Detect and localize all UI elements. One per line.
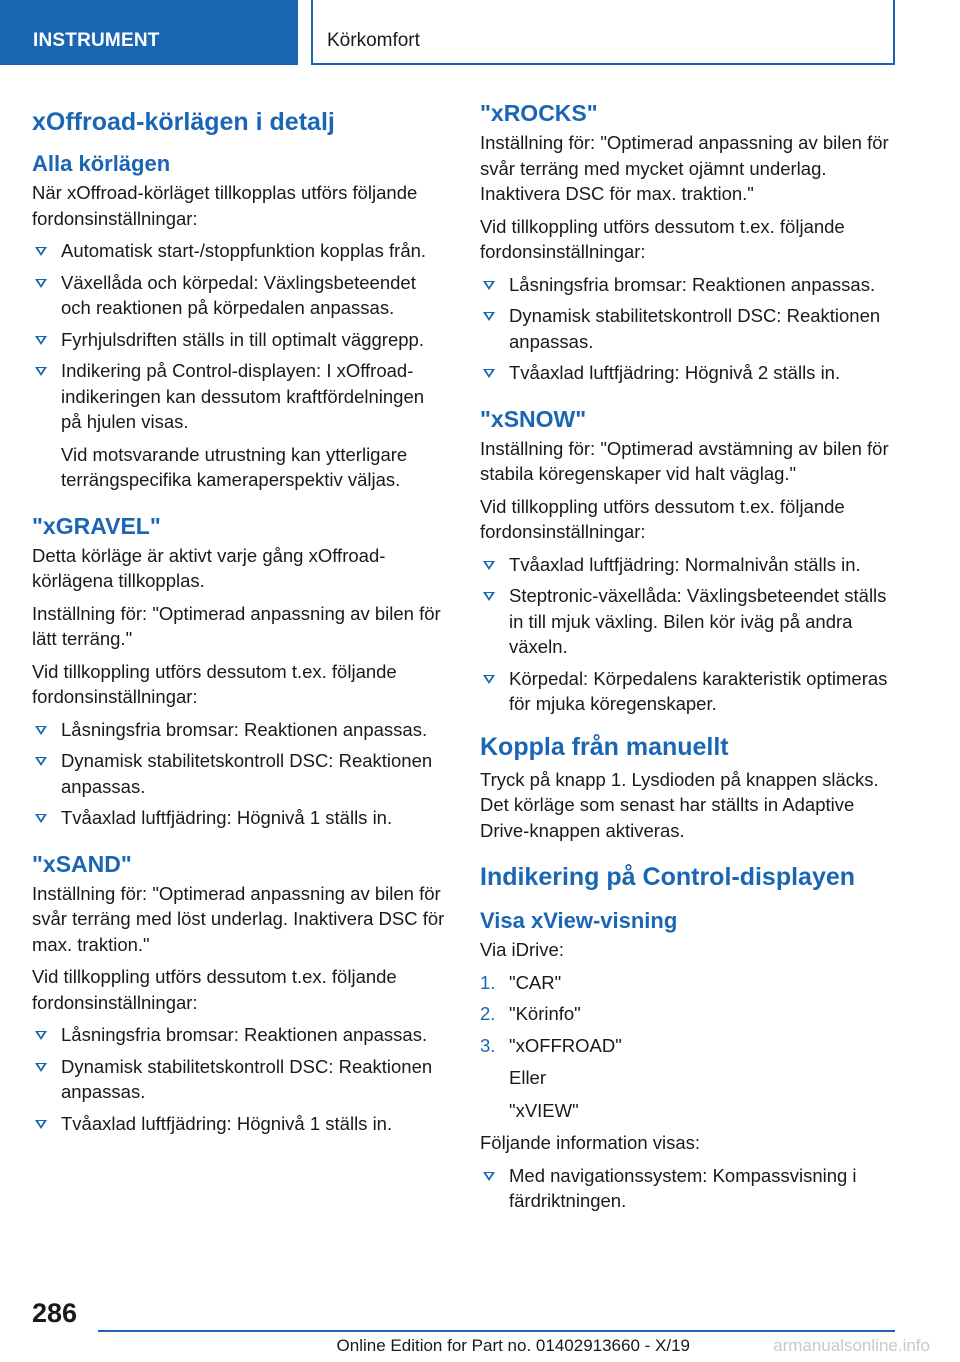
list-item: Tvåaxlad luftfjädring: Högnivå 2 ställs in. xyxy=(480,360,900,386)
triangle-bullet-icon xyxy=(35,279,47,288)
left-column xyxy=(32,98,447,1143)
list-item: Steptronic-växellåda: Växlingsbeteendet ställs in till mjuk växling. Bilen kör iväg på andra växeln. xyxy=(480,583,900,660)
paragraph: Tryck på knapp 1. Lysdioden på knappen släcks. Det körläge som senast har ställts in Adaptive Drive-knappen aktiveras. xyxy=(480,768,879,841)
list-item: Låsningsfria bromsar: Reaktionen anpassas. xyxy=(480,272,900,298)
list-item: Tvåaxlad luftfjädring: Högnivå 1 ställs in. xyxy=(32,805,447,831)
paragraph: Inställning för: "Optimerad anpassning av bilen för svår terräng med mycket ojämnt underlag. Inaktivera DSC för max. traktion." xyxy=(480,132,889,204)
list-item: Körpedal: Körpedalens karakteristik optimeras för mjuka köregenskaper. xyxy=(480,666,900,717)
heading-visa-xview: Visa xView-visning xyxy=(480,908,678,933)
bullet-list xyxy=(32,1022,447,1136)
bullet-list xyxy=(480,552,900,717)
triangle-bullet-icon xyxy=(483,312,495,321)
list-item: Dynamisk stabilitetskontroll DSC: Reaktionen anpassas. xyxy=(480,303,900,354)
triangle-bullet-icon xyxy=(483,1172,495,1181)
triangle-bullet-icon xyxy=(35,1120,47,1129)
paragraph: Inställning för: "Optimerad anpassning av bilen för svår terräng med löst underlag. Inaktivera DSC för max. traktion." xyxy=(32,882,445,955)
bullet-list xyxy=(480,1163,900,1214)
list-item: Fyrhjulsdriften ställs in till optimalt väggrepp. xyxy=(32,327,447,353)
section-tab: INSTRUMENT xyxy=(0,0,298,65)
paragraph: Detta körläge är aktivt varje gång xOffroad-körlägena tillkopplas. xyxy=(32,544,386,591)
list-item: Dynamisk stabilitetskontroll DSC: Reaktionen anpassas. xyxy=(32,1054,447,1105)
list-note: Eller xyxy=(509,1067,547,1088)
triangle-bullet-icon xyxy=(35,1063,47,1072)
paragraph: När xOffroad-körläget tillkopplas utförs följande fordonsinställningar: xyxy=(32,182,418,229)
triangle-bullet-icon xyxy=(35,814,47,823)
triangle-bullet-icon xyxy=(483,675,495,684)
list-item: Låsningsfria bromsar: Reaktionen anpassas. xyxy=(32,717,447,743)
bullet-list xyxy=(480,272,900,386)
list-item: Tvåaxlad luftfjädring: Normalnivån ställs in. xyxy=(480,552,900,578)
footer-divider xyxy=(98,1330,895,1332)
triangle-bullet-icon xyxy=(483,281,495,290)
heading-xsnow: "xSNOW" xyxy=(480,405,587,432)
chapter-tab: Körkomfort xyxy=(311,0,895,65)
paragraph: Följande information visas: xyxy=(480,1132,701,1153)
list-item: 3. "xOFFROAD" xyxy=(480,1034,622,1056)
list-item: Låsningsfria bromsar: Reaktionen anpassas. xyxy=(32,1022,447,1048)
list-note: Vid motsvarande utrustning kan ytterligare terrängspecifika kameraperspektiv väljas. xyxy=(61,443,408,490)
heading-xsand: "xSAND" xyxy=(32,850,132,877)
heading-koppla-fran-manuellt: Koppla från manuellt xyxy=(480,732,729,761)
triangle-bullet-icon xyxy=(35,367,47,376)
list-item: Tvåaxlad luftfjädring: Högnivå 1 ställs in. xyxy=(32,1111,447,1137)
paragraph: Vid tillkoppling utförs dessutom t.ex. följande fordonsinställningar: xyxy=(32,660,397,707)
heading-alla-korlagen: Alla körlägen xyxy=(32,151,171,176)
bullet-list xyxy=(32,717,447,831)
list-item: 1. "CAR" xyxy=(480,971,562,993)
paragraph: Vid tillkoppling utförs dessutom t.ex. följande fordonsinställningar: xyxy=(480,495,845,542)
list-item: Växellåda och körpedal: Växlingsbeteendet och reaktionen på körpedalen anpassas. xyxy=(32,270,447,321)
numbered-list xyxy=(480,970,900,1059)
heading-xrocks: "xROCKS" xyxy=(480,100,598,126)
list-item: Med navigationssystem: Kompassvisning i färdriktningen. xyxy=(480,1163,900,1214)
paragraph: Via iDrive: xyxy=(480,939,564,960)
list-item: 2. "Körinfo" xyxy=(480,1003,581,1024)
edition-text: Online Edition for Part no. 01402913660 - X/19 xyxy=(336,1336,690,1355)
triangle-bullet-icon xyxy=(35,1031,47,1040)
list-item: Indikering på Control-displayen: I xOffroad-indikeringen kan dessutom kraftfördelningen på hjulen visas. xyxy=(32,358,447,435)
right-column xyxy=(480,98,900,1221)
paragraph: Vid tillkoppling utförs dessutom t.ex. följande fordonsinställningar: xyxy=(32,966,397,1013)
bullet-list xyxy=(32,238,447,435)
heading-xgravel: "xGRAVEL" xyxy=(32,512,161,539)
triangle-bullet-icon xyxy=(483,592,495,601)
watermark-text: armanualsonline.info xyxy=(773,1336,930,1355)
triangle-bullet-icon xyxy=(35,247,47,256)
triangle-bullet-icon xyxy=(35,336,47,345)
list-item: Automatisk start-/stoppfunktion kopplas från. xyxy=(32,238,447,264)
paragraph: Vid tillkoppling utförs dessutom t.ex. följande fordonsinställningar: xyxy=(480,215,845,262)
page-number: 286 xyxy=(32,1298,78,1328)
triangle-bullet-icon xyxy=(483,561,495,570)
triangle-bullet-icon xyxy=(483,369,495,378)
triangle-bullet-icon xyxy=(35,757,47,766)
paragraph: Inställning för: "Optimerad anpassning av bilen för lätt terräng." xyxy=(32,602,441,649)
triangle-bullet-icon xyxy=(35,726,47,735)
list-item: Dynamisk stabilitetskontroll DSC: Reaktionen anpassas. xyxy=(32,748,447,799)
page-title: xOffroad-körlägen i detalj xyxy=(32,108,335,136)
heading-indikering-control-displayen: Indikering på Control-displayen xyxy=(480,863,856,891)
paragraph: Inställning för: "Optimerad avstämning av bilen för stabila köregenskaper vid halt väglag." xyxy=(480,437,889,484)
list-note: "xVIEW" xyxy=(509,1099,579,1121)
page-header xyxy=(0,0,960,66)
